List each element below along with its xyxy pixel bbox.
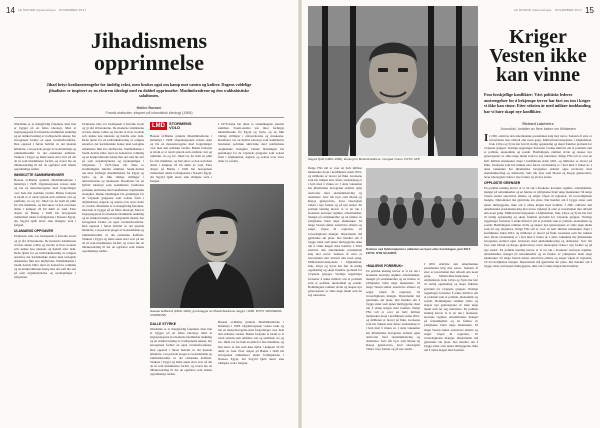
lead-paragraph bbox=[484, 92, 592, 114]
section-title bbox=[169, 122, 192, 130]
lead-paragraph: Jihad betyr kraftanstrengelse for åndelig vekst, men brukes også om kamp mot vantro og kafirer. Dagens voldelige jihadister er inspirert av en ekstrem ideologi med en dobbel opprinnelse: Muslimbrødrene og den wahhabistiske salafismen. bbox=[46, 82, 252, 98]
body-column bbox=[366, 262, 420, 418]
section-title-line: VOLD bbox=[169, 125, 181, 130]
body-column bbox=[150, 320, 212, 418]
crosshead: INNSKUTTE SAMMENHENGER bbox=[14, 173, 64, 178]
portrait-photo bbox=[150, 184, 284, 308]
lead-text: Fem forskjellige konflikter: Vårt politiske lederes anstrengelser for å bekjempe terror har ført oss inn i kriger vi ikke kan vinne. Etter seksten år med militær innblanding har vi bare skapt nye konflikter. bbox=[484, 92, 591, 114]
body-column bbox=[308, 166, 362, 418]
page-number: 14 bbox=[6, 6, 15, 15]
crosshead: ULAMAENS OPPGAVER bbox=[14, 229, 54, 234]
body-text: Jihadisme er et mangfoldig fenomen, men han er bygget på en felles ideologi. Med et begrepsapparat fra moderne islamistisk tenkning og en radikal lesning av tradisjonelle tekster, har bevegelsen formet en egen verdensforståelse. Den oppstod i første halvdel av det tjuende århundre, i en periode preget av kolonialisme og sammenbruddet av det osmanske kalifatet. Tenkere i Egypt og India søkte etter svar på det de så som muslimenes forfall, og svaret ble en tilbakevending til det de oppfattet som islams opprinnelige renhet. bbox=[14, 122, 76, 172]
divider bbox=[14, 117, 284, 118]
prison-photo bbox=[308, 6, 478, 156]
section-logo bbox=[150, 122, 192, 130]
running-head: LE MONDE diplomatique · NOVEMBER 2017 bbox=[513, 8, 582, 12]
body-text: I 2001 erklærte den amerikanske presidenten krig mot terror. Seksten år etter er terrorismen mer utbredt enn noen gang. Militærintervensjonene i Afghanistan, Irak, Libya og Syria har ført til statlig oppløsning og skapt fruktbar grobunn for væpnede grupper. Vestlige regjeringer fortsetter å tenke militært om et problem som er politisk, økonomisk og sosialt. Bombingene rammer sivile og skaper nye generasjoner av sinte unge menn som lar seg rekruttere. bbox=[484, 134, 592, 159]
body-column bbox=[14, 122, 76, 418]
photo-caption: Kvinner ved flyktningleiren i utkanten av byen etter bombingen, juni 2017. FOTO: NTB SCANPIX bbox=[366, 247, 472, 255]
crowd-photo bbox=[366, 168, 478, 246]
article-title bbox=[482, 28, 594, 85]
right-page bbox=[302, 0, 600, 428]
byline-role: Journalist, forfatter av flere bøker om Midtøsten bbox=[500, 126, 576, 131]
page-number: 15 bbox=[585, 6, 594, 15]
crosshead: OPPLØSTE GRENSER bbox=[484, 181, 521, 186]
crowd-image bbox=[366, 168, 478, 246]
body-column bbox=[150, 134, 212, 184]
left-page bbox=[0, 0, 298, 428]
byline-name: Hakim Barzani bbox=[136, 106, 162, 110]
crosshead: DALLE STYRKE bbox=[150, 322, 176, 326]
body-text: Ifølge FNs tall er over en halv million mennesker drept i konfliktene siden 2001, og millioner er drevet på flukt. Grensene som ble trukket etter første verdenskrig er i ferd med å viskes ut. I dette vakuumet har jihadistiske bevegelser etablert egne territorier med skatteinnkreving og domstoler. Selv når byer som Mosul og Raqqa gjenerobres, lever ideologien videre i nye former og på nye steder. bbox=[308, 166, 362, 207]
title-line: Vesten ikke bbox=[489, 45, 587, 67]
body-text: I 2001 erklærte den amerikanske presidenten krig mot terror. Seksten år etter er terrorismen mer utbredt enn noen gang. Militærintervensjonene i Afghanistan, Irak, Libya og Syria har ført til statlig oppløsning og skapt fruktbar grobunn for væpnede grupper. Vestlige regjeringer fortsetter å tenke militært om et problem som er politisk, økonomisk og sosialt. Bombingene rammer sivile og skaper nye generasjoner av sinte unge menn som lar seg rekruttere. bbox=[484, 202, 593, 232]
body-text: Ulamaens rolle var tradisjonelt å fortolke loven og gi råd til herskerne. De moderne islamistene avviste denne rollen og hevdet at hver troende selv kunne lese tekstene og handle etter dem. Dette åpnet for en individualisering av religiøs autoritet, der karismatiske ledere uten teologisk utdannelse fikk stor innflytelse. Wahhabismen i Saudi-Arabia bidro med en bokstavtro tolkning og en kompromissløs kamp mot det som ble sett på som avgudsdyrkelse og nyskapninger i religionen. bbox=[82, 122, 144, 167]
byline bbox=[484, 122, 592, 131]
body-text: Jihadisme er et mangfoldig fenomen, men han er bygget på en felles ideologi. Med et begrepsapparat fra moderne islamistisk tenkning og en radikal lesning av tradisjonelle tekster, har bevegelsen formet en egen verdensforståelse. Den oppstod i første halvdel av det tjuende århundre, i en periode preget av kolonialisme og sammenbruddet av det osmanske kalifatet. Tenkere i Egypt og India søkte etter svar på det de så som muslimenes forfall, og svaret ble en tilbakevending til det de oppfattet som islams opprinnelige renhet. bbox=[82, 203, 144, 253]
byline-name: Richard Labévière bbox=[522, 122, 554, 126]
body-text: Hassan al-Banna grunnla Muslimbrødrene i Ismailiya i 1928. Organisasjonen vokste raskt og ble en massebevegelse med forgreninger over hele den arabiske verden. Banna forkynte at islam er et totalt system som omfatter stat og samfunn, tro og lov. Jihad var for ham en plikt for alle muslimer, og han skrev at den som ikke deltar i kampen vil bli dømt av Gud. Etter drapet på Banna i 1949 ble bevegelsen radikalisert under forfølgelsene i Nassers Egypt, der Sayyid Qutb skrev sine viktigste verk i fengsel. bbox=[150, 134, 212, 184]
body-text: En politisk løsning krever at vi tar tak i årsakene: korrupte regimer, arbeidsløshet, mangel på rettssikkerhet og en følelse av ydmykelse blant unge mennesker. Så lenge Vesten støtter autoritære allierte og selger våpen til regionen, vil troverdigheten mangle. Diplomatiet må gjenvinne sin plass. Det handler om å bygge stater som tjener innbyggerne, ikke om å vinne krigen med bomber. bbox=[308, 202, 363, 248]
body-text: I 2001 erklærte den amerikanske presidenten krig mot terror. Seksten år etter er terrorismen mer utbredt enn noen gang. Militærintervensjonene i Afghanistan, Irak, Libya og Syria har ført til statlig oppløsning og skapt fruktbar grobunn for væpnede grupper. Vestlige regjeringer fortsetter å tenke militært om et problem som er politisk, økonomisk og sosialt. Bombingene rammer sivile og skaper nye generasjoner av sinte unge menn som lar seg rekruttere. bbox=[424, 262, 478, 312]
prison-image bbox=[308, 6, 478, 156]
body-text: Ulamaens rolle var tradisjonelt å fortolke loven og gi råd til herskerne. De moderne islamistene avviste denne rollen og hevdet at hver troende selv kunne lese tekstene og handle etter dem. Dette åpnet for en individualisering av religiøs autoritet, der karismatiske ledere uten teologisk utdannelse fikk stor innflytelse. Wahhabismen i Saudi-Arabia bidro med en bokstavtro tolkning og en kompromissløs kamp mot det som ble sett på som avgudsdyrkelse og nyskapninger i religionen. bbox=[14, 234, 76, 280]
title-line: Kriger bbox=[509, 26, 567, 48]
title-line: opprinnelse bbox=[93, 50, 205, 75]
drop-cap: I bbox=[484, 132, 489, 144]
body-column bbox=[82, 122, 144, 418]
body-text: En politisk løsning krever at vi tar tak i årsakene: korrupte regimer, arbeidsløshet, mangel på rettssikkerhet og en følelse av ydmykelse blant unge mennesker. Så lenge Vesten støtter autoritære allierte og selger våpen til regionen, vil troverdigheten mangle. Diplomatiet må gjenvinne sin plass. Det handler om å bygge stater som tjener innbyggerne, ikke om å vinne krigen med bomber. bbox=[484, 186, 592, 207]
byline-role: Fransk statsviter, ekspert på islamistisk ideologi (1965) bbox=[105, 110, 193, 115]
photo-caption: Sayyid Qutb (1906–1966), ideolog for Muslimbrødrene, i fengsel i Kairo. FOTO: AFP bbox=[308, 157, 420, 161]
body-text: Hassan al-Banna grunnla Muslimbrødrene i Ismailiya i 1928. Organisasjonen vokste raskt og ble en massebevegelse med forgreninger over hele den arabiske verden. Banna forkynte at islam er et totalt system som omfatter stat og samfunn, tro og lov. Jihad var for ham en plikt for alle muslimer, og han skrev at den som ikke deltar i kampen vil bli dømt av Gud. Etter drapet på Banna i 1949 ble bevegelsen radikalisert under forfølgelsene i Nassers Egypt, der Sayyid Qutb skrev sine viktigste verk i fengsel. bbox=[218, 320, 284, 365]
body-text: En politisk løsning krever at vi tar tak i årsakene: korrupte regimer, arbeidsløshet, mangel på rettssikkerhet og en følelse av ydmykelse blant unge mennesker. Så lenge Vesten støtter autoritære allierte og selger våpen til regionen, vil troverdigheten mangle. Diplomatiet må gjenvinne sin plass. Det handler om å bygge stater som tjener innbyggerne, ikke om å vinne krigen med bomber. bbox=[366, 269, 420, 310]
body-text: I 2001 erklærte den amerikanske presidenten krig mot terror. Seksten år etter er terrorismen mer utbredt enn noen gang. Militærintervensjonene i Afghanistan, Irak, Libya og Syria har ført til statlig oppløsning og skapt fruktbar grobunn for væpnede grupper. Vestlige regjeringer fortsetter å tenke militært om et problem som er politisk, økonomisk og sosialt. Bombingene rammer sivile og skaper nye generasjoner av sinte unge menn som lar seg rekruttere. bbox=[308, 243, 363, 297]
body-text: I 1970-årene ble disse to strømningene smeltet sammen. Saudi-Arabia tok imot forfulgte muslimbrødre fra Egypt og Syria, og de fikk viktige stillinger i universitetene og moskeene. Resultatet var en hybrid ideologi som kombinerte brødrenes politiske aktivisme med salafismens dogmatiske strenghet. Denne blandingen ble grunnlaget for de væpnede gruppene som vokste frem i Afghanistan, Algerie og senere over store deler av verden. bbox=[218, 122, 284, 163]
byline bbox=[60, 106, 238, 115]
body-text: I 1970-årene ble disse to strømningene smeltet sammen. Saudi-Arabia tok imot forfulgte muslimbrødre fra Egypt og Syria, og de fikk viktige stillinger i universitetene og moskeene. Resultatet var en hybrid ideologi som kombinerte brødrenes politiske aktivisme med salafismens dogmatiske strenghet. Denne blandingen ble grunnlaget for de væpnede gruppene som vokste frem i Afghanistan, Algerie og senere over store deler av verden. bbox=[82, 162, 144, 208]
body-column bbox=[218, 320, 284, 418]
photo-caption: Hassan al-Banna (1906–1949), grunnlegger av Muslimbrødrene i Egypt i 1928. FOTO: WIKIMEDIA COMMONS bbox=[150, 309, 282, 317]
body-column bbox=[218, 122, 284, 180]
title-line: kan vinne bbox=[496, 64, 580, 86]
lmd-logo: LMD bbox=[152, 123, 165, 129]
crosshead: «MALIENS FORBRUK» bbox=[366, 264, 403, 268]
body-column bbox=[424, 262, 478, 418]
title-line: Jihadismens bbox=[90, 28, 208, 53]
body-text: Ifølge FNs tall er over en halv million mennesker drept i konfliktene siden 2001, og millioner er drevet på flukt. Grensene som ble trukket etter første verdenskrig er i ferd med å viskes ut. I dette vakuumet har jihadistiske bevegelser etablert egne territorier med skatteinnkreving og domstoler. Selv når byer som Mosul og Raqqa gjenerobres, lever ideologien videre i nye former og på nye steder. bbox=[366, 305, 421, 351]
article-title bbox=[0, 30, 298, 74]
body-text: Jihadisme er et mangfoldig fenomen, men han er bygget på en felles ideologi. Med et begrepsapparat fra moderne islamistisk tenkning og en radikal lesning av tradisjonelle tekster, har bevegelsen formet en egen verdensforståelse. Den oppstod i første halvdel av det tjuende århundre, i en periode preget av kolonialisme og sammenbruddet av det osmanske kalifatet. Tenkere i Egypt og India søkte etter svar på det de så som muslimenes forfall, og svaret ble en tilbakevending til det de oppfattet som islams opprinnelige renhet. bbox=[150, 327, 212, 377]
body-text: En politisk løsning krever at vi tar tak i årsakene: korrupte regimer, arbeidsløshet, mangel på rettssikkerhet og en følelse av ydmykelse blant unge mennesker. Så lenge Vesten støtter autoritære allierte og selger våpen til regionen, vil troverdigheten mangle. Diplomatiet må gjenvinne sin plass. Det handler om å bygge stater som tjener innbyggerne, ikke om å vinne krigen med bomber. bbox=[424, 307, 478, 352]
body-text: En politisk løsning krever at vi tar tak i årsakene: korrupte regimer, arbeidsløshet, mangel på rettssikkerhet og en følelse av ydmykelse blant unge mennesker. Så lenge Vesten støtter autoritære allierte og selger våpen til regionen, vil troverdigheten mangle. Diplomatiet må gjenvinne sin plass. Det handler om å bygge stater som tjener innbyggerne, ikke om å vinne krigen med bomber. bbox=[484, 247, 592, 268]
portrait-image bbox=[150, 184, 284, 308]
body-column bbox=[484, 134, 592, 418]
body-text: Ifølge FNs tall er over en halv million mennesker drept i konfliktene siden 2001, og millioner er drevet på flukt. Grensene som ble trukket etter første verdenskrig er i ferd med å viskes ut. I dette vakuumet har jihadistiske bevegelser etablert egne territorier med skatteinnkreving og domstoler. Selv når byer som Mosul og Raqqa gjenerobres, lever ideologien videre i nye former og på nye steder. bbox=[484, 154, 593, 179]
body-text: Hassan al-Banna grunnla Muslimbrødrene i Ismailiya i 1928. Organisasjonen vokste raskt og ble en massebevegelse med forgreninger over hele den arabiske verden. Banna forkynte at islam er et totalt system som omfatter stat og samfunn, tro og lov. Jihad var for ham en plikt for alle muslimer, og han skrev at den som ikke deltar i kampen vil bli dømt av Gud. Etter drapet på Banna i 1949 ble bevegelsen radikalisert under forfølgelsene i Nassers Egypt, der Sayyid Qutb skrev sine viktigste verk i fengsel. bbox=[14, 178, 76, 228]
body-text: Ifølge FNs tall er over en halv million mennesker drept i konfliktene siden 2001, og millioner er drevet på flukt. Grensene som ble trukket etter første verdenskrig er i ferd med å viskes ut. I dette vakuumet har jihadistiske bevegelser etablert egne territorier med skatteinnkreving og domstoler. Selv når byer som Mosul og Raqqa gjenerobres, lever ideologien videre i nye former og på nye steder. bbox=[484, 227, 593, 252]
section-title-line: STORMENS bbox=[169, 121, 192, 126]
running-head: LE MONDE diplomatique · NOVEMBER 2017 bbox=[18, 8, 87, 12]
